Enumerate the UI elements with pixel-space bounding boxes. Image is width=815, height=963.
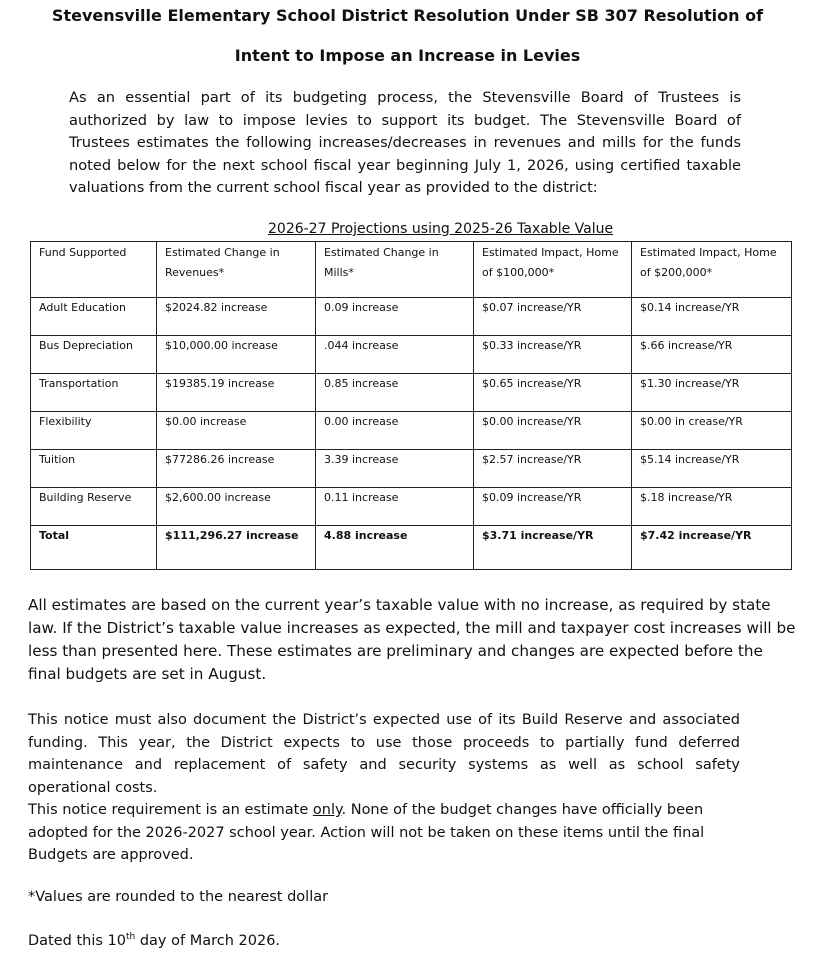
header-impact-200k: Estimated Impact, Home of $200,000* [632,242,792,298]
impact-200k: $.66 increase/YR [632,336,792,374]
header-change-revenues: Estimated Change in Revenues* [157,242,316,298]
header-impact-100k: Estimated Impact, Home of $100,000* [474,242,632,298]
revenue-change: $0.00 increase [157,412,316,450]
revenue-change: $2,600.00 increase [157,488,316,526]
header-change-mills: Estimated Change in Mills* [316,242,474,298]
fund-name: Bus Depreciation [31,336,157,374]
total-impact-100k: $3.71 increase/YR [474,526,632,570]
fund-name: Transportation [31,374,157,412]
mills-change: 3.39 increase [316,450,474,488]
dated-text-end: day of March 2026. [135,932,281,949]
title-line-1: Stevensville Elementary School District Resolution Under SB 307 Resolution of [51,6,764,25]
notice-text-start: This notice requirement is an estimate [28,802,309,818]
impact-200k: $0.14 increase/YR [632,298,792,336]
table-row [31,336,792,374]
mills-change: 0.85 increase [316,374,474,412]
fund-name: Building Reserve [31,488,157,526]
mills-change: 0.00 increase [316,412,474,450]
table-row [31,374,792,412]
revenue-change: $77286.26 increase [157,450,316,488]
notice-underlined-word: only [312,802,342,818]
estimates-paragraph: All estimates are based on the current year’s taxable value with no increase, as required by state law. If the District’s taxable value increases as expected, the mill and taxpayer cost increases will be less than presented here. These estimates are preliminary and changes are expected before the final budgets are set in August. [28,596,796,683]
impact-100k: $0.00 increase/YR [474,412,632,450]
fund-name: Adult Education [31,298,157,336]
title-line-2: Intent to Impose an Increase in Levies [234,46,581,65]
total-impact-200k: $7.42 increase/YR [632,526,792,570]
mills-change: 0.11 increase [316,488,474,526]
rounding-footnote: *Values are rounded to the nearest dollar [28,889,329,905]
mills-change: 0.09 increase [316,298,474,336]
table-row [31,488,792,526]
fund-name: Tuition [31,450,157,488]
impact-200k: $0.00 in crease/YR [632,412,792,450]
table-total-row [31,526,792,570]
header-fund-supported: Fund Supported [31,242,157,298]
impact-200k: $1.30 increase/YR [632,374,792,412]
dated-ordinal-suffix: th [126,932,136,942]
table-row [31,298,792,336]
build-reserve-paragraph: This notice must also document the District’s expected use of its Build Reserve and associated funding. This year, the District expects to use those proceeds to partially fund deferred maintenance and replacement of safety and security systems as well as school safety operational costs. [28,712,740,796]
total-mills-change: 4.88 increase [316,526,474,570]
fund-name: Flexibility [31,412,157,450]
impact-100k: $0.09 increase/YR [474,488,632,526]
mills-change: .044 increase [316,336,474,374]
total-label: Total [31,526,157,570]
table-row [31,412,792,450]
impact-100k: $0.33 increase/YR [474,336,632,374]
total-revenue-change: $111,296.27 increase [157,526,316,570]
impact-200k: $.18 increase/YR [632,488,792,526]
revenue-change: $2024.82 increase [157,298,316,336]
table-row [31,450,792,488]
levy-projection-table [30,241,792,570]
impact-100k: $2.57 increase/YR [474,450,632,488]
revenue-change: $10,000.00 increase [157,336,316,374]
dated-text-start: Dated this 10 [28,932,126,949]
notice-text-end: . None of the budget changes have officially been adopted for the 2026-2027 school year. Action will not be taken on these items until the final Budgets are approved. [28,802,705,863]
impact-100k: $0.07 increase/YR [474,298,632,336]
notice-requirement-paragraph [28,799,728,867]
dated-line [28,932,280,949]
revenue-change: $19385.19 increase [157,374,316,412]
table-header-row [31,242,792,298]
impact-100k: $0.65 increase/YR [474,374,632,412]
intro-paragraph: As an essential part of its budgeting process, the Stevensville Board of Trustees is authorized by law to impose levies to support its budget. The Stevensville Board of Trustees estimates the following increases/decreases in revenues and mills for the funds noted below for the next school fiscal year beginning July 1, 2026, using certified taxable valuations from the current school fiscal year as provided to the district: [69,89,741,196]
impact-200k: $5.14 increase/YR [632,450,792,488]
table-caption: 2026-27 Projections using 2025-26 Taxable Value [268,221,614,237]
